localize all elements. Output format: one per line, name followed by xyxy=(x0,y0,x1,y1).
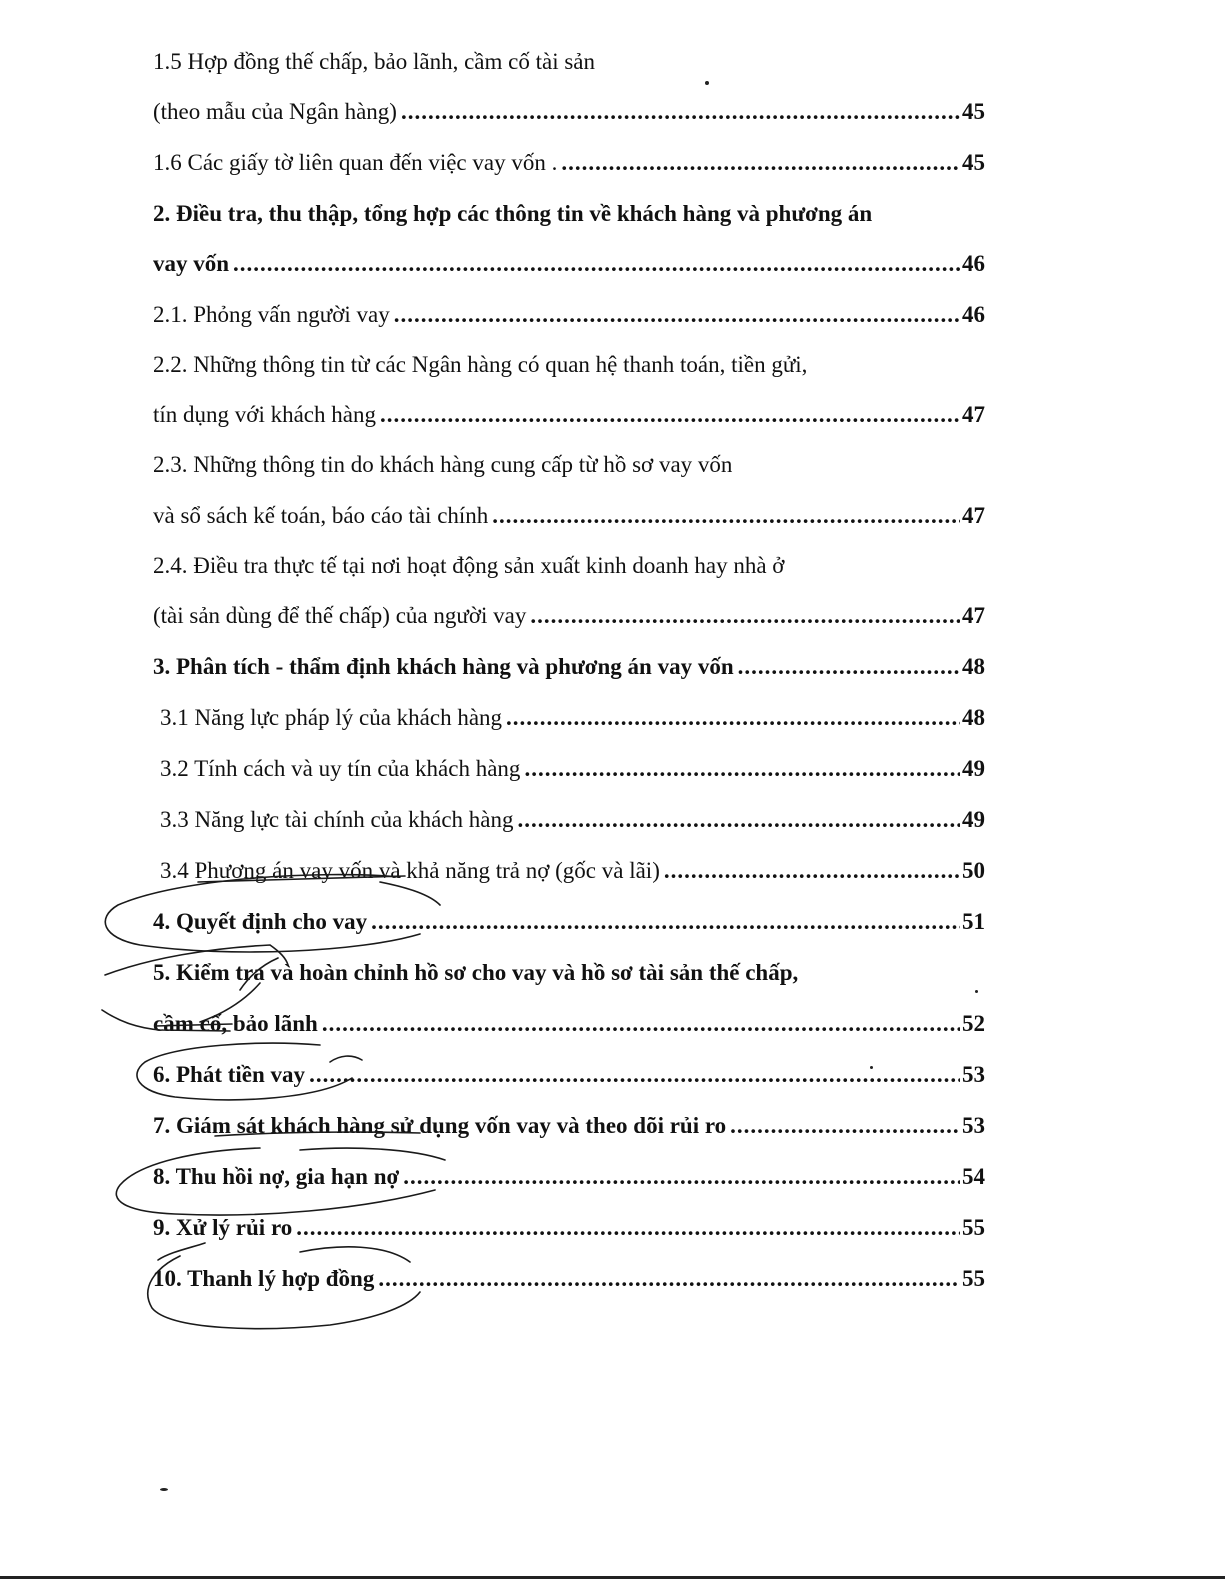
toc-entry-text: (theo mẫu của Ngân hàng) xyxy=(153,99,397,124)
dot-leader xyxy=(378,1259,960,1299)
toc-line xyxy=(153,445,985,485)
toc-page-number: 45 xyxy=(962,99,985,124)
dot-leader xyxy=(730,1106,960,1146)
toc-line xyxy=(153,1106,985,1146)
toc-line xyxy=(153,395,985,435)
toc-line xyxy=(153,953,985,993)
toc-entry-text: 3.2 Tính cách và uy tín của khách hàng xyxy=(160,756,521,781)
toc-entry-text: 2.1. Phỏng vấn người vay xyxy=(153,302,390,327)
toc-entry-text: 3.3 Năng lực tài chính của khách hàng xyxy=(160,807,514,832)
toc-entry-text: 8. Thu hồi nợ, gia hạn nợ xyxy=(153,1164,400,1189)
dot-leader xyxy=(403,1157,960,1197)
toc-line xyxy=(153,295,985,335)
toc-line xyxy=(153,902,985,942)
toc-line xyxy=(160,749,985,789)
toc-line xyxy=(153,1259,985,1299)
toc-line xyxy=(160,851,985,891)
toc-entry-text: 2.4. Điều tra thực tế tại nơi hoạt động sản xuất kinh doanh hay nhà ở xyxy=(153,553,785,578)
dot-leader xyxy=(309,1055,960,1095)
toc-line xyxy=(160,800,985,840)
dot-leader xyxy=(371,902,960,942)
toc-entry-text: 2.2. Những thông tin từ các Ngân hàng có quan hệ thanh toán, tiền gửi, xyxy=(153,352,808,377)
dot-leader xyxy=(296,1208,960,1248)
dot-leader xyxy=(506,698,960,738)
toc-page-number: 53 xyxy=(962,1113,985,1138)
toc-page-number: 54 xyxy=(962,1164,985,1189)
toc-line xyxy=(153,546,985,586)
dot-leader xyxy=(492,496,960,536)
toc-line xyxy=(153,496,985,536)
toc-page-number: 50 xyxy=(962,858,985,883)
toc-line xyxy=(153,244,985,284)
toc-line xyxy=(153,596,985,636)
toc-entry-text: 10. Thanh lý hợp đồng xyxy=(153,1266,375,1291)
toc-page-number: 48 xyxy=(962,705,985,730)
toc-line xyxy=(153,647,985,687)
dot-leader xyxy=(380,395,960,435)
toc-entry-text: và sổ sách kế toán, báo cáo tài chính xyxy=(153,503,489,528)
toc-line xyxy=(160,698,985,738)
toc-line xyxy=(153,345,985,385)
toc-entry-text: 5. Kiểm tra và hoàn chỉnh hồ sơ cho vay và hồ sơ tài sản thế chấp, xyxy=(153,960,799,985)
toc-line xyxy=(153,143,985,183)
toc-line xyxy=(153,92,985,132)
toc-line xyxy=(153,194,985,234)
toc-line xyxy=(153,1157,985,1197)
toc-entry-text: tín dụng với khách hàng xyxy=(153,402,376,427)
toc-page-number: 55 xyxy=(962,1215,985,1240)
toc-page-number: 52 xyxy=(962,1011,985,1036)
toc-page-number: 47 xyxy=(962,402,985,427)
toc-entry-text: vay vốn xyxy=(153,251,230,276)
bottom-edge-rule xyxy=(0,1576,1225,1579)
toc-line xyxy=(153,42,985,82)
dot-leader xyxy=(561,143,960,183)
dot-leader xyxy=(738,647,960,687)
dot-leader xyxy=(664,851,960,891)
toc-entry-text: 1.5 Hợp đồng thế chấp, bảo lãnh, cầm cố tài sản xyxy=(153,49,596,74)
dot-leader xyxy=(322,1004,960,1044)
toc-entry-text: 3. Phân tích - thẩm định khách hàng và phương án vay vốn xyxy=(153,654,734,679)
dot-leader xyxy=(518,800,960,840)
toc-page-number: 53 xyxy=(962,1062,985,1087)
toc-page-number: 47 xyxy=(962,503,985,528)
toc-page-number: 46 xyxy=(962,302,985,327)
toc-entry-text: cầm cố, bảo lãnh xyxy=(153,1011,318,1036)
dot-leader xyxy=(530,596,960,636)
toc-line xyxy=(153,1055,985,1095)
toc-entry-text: 3.1 Năng lực pháp lý của khách hàng xyxy=(160,705,503,730)
dot-leader xyxy=(524,749,960,789)
toc-entry-text: 3.4 Phương án vay vốn và khả năng trả nợ (gốc và lãi) xyxy=(160,858,660,883)
toc-page-number: 51 xyxy=(962,909,985,934)
toc-entry-text: 6. Phát tiền vay xyxy=(153,1062,306,1087)
scan-speck xyxy=(975,990,978,993)
toc-page-number: 45 xyxy=(962,150,985,175)
toc-entry-text: 9. Xử lý rủi ro xyxy=(153,1215,293,1240)
toc-page-number: 55 xyxy=(962,1266,985,1291)
toc-entry-text: 7. Giám sát khách hàng sử dụng vốn vay và theo dõi rủi ro xyxy=(153,1113,727,1138)
toc-page-number: 47 xyxy=(962,603,985,628)
dot-leader xyxy=(394,295,960,335)
toc-entry-text: (tài sản dùng để thế chấp) của người vay xyxy=(153,603,527,628)
toc-page-number: 46 xyxy=(962,251,985,276)
dot-leader xyxy=(233,244,960,284)
toc-entry-text: 2. Điều tra, thu thập, tổng hợp các thông tin về khách hàng và phương án xyxy=(153,201,873,226)
toc-entry-text: 4. Quyết định cho vay xyxy=(153,909,368,934)
toc-entry-text: 2.3. Những thông tin do khách hàng cung cấp từ hồ sơ vay vốn xyxy=(153,452,733,477)
scan-speck xyxy=(705,81,709,85)
toc-line xyxy=(153,1004,985,1044)
dot-leader xyxy=(401,92,960,132)
toc-line xyxy=(153,1208,985,1248)
toc-page-number: 48 xyxy=(962,654,985,679)
scan-speck xyxy=(870,1066,873,1069)
toc-page-number: 49 xyxy=(962,807,985,832)
scan-speck xyxy=(160,1488,168,1491)
toc-entry-text: 1.6 Các giấy tờ liên quan đến việc vay vốn . xyxy=(153,150,558,175)
toc-page-number: 49 xyxy=(962,756,985,781)
